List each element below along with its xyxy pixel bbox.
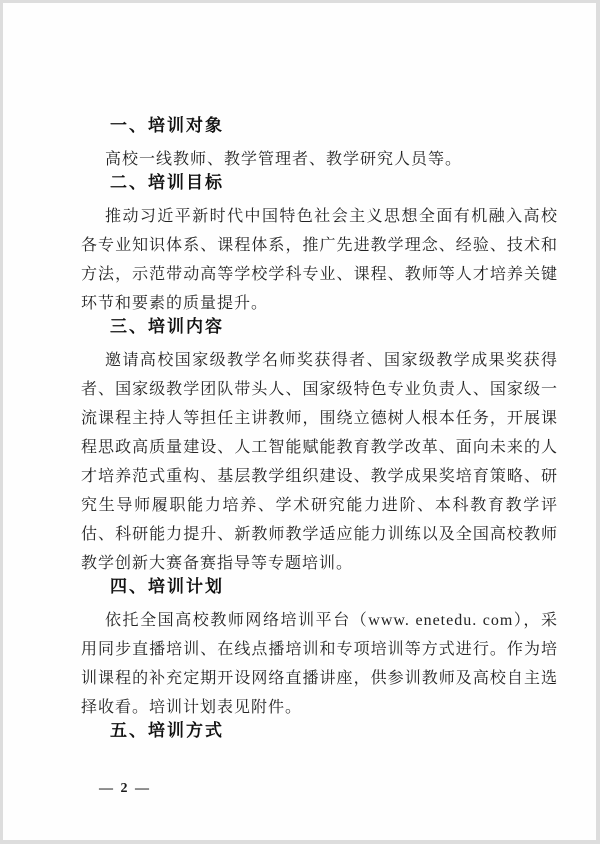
document-content [3, 3, 596, 745]
document-page [3, 3, 596, 840]
section-heading: 二、培训目标 [110, 173, 224, 192]
section-heading: 五、培训方式 [110, 721, 224, 740]
section-body: 依托全国高校教师网络培训平台（www. enetedu. com），采用同步直播培训、在线点播培训和专项培训等方式进行。作为培训课程的补充定期开设网络直播讲座，供参训教师及高校自主选择收看。培训计划表见附件。 [81, 612, 558, 716]
section-training-audience [81, 111, 558, 174]
page-number: — 2 — [99, 781, 151, 796]
section-body: 高校一线教师、教学管理者、教学研究人员等。 [105, 151, 463, 168]
section-training-method [81, 716, 558, 745]
section-heading: 一、培训对象 [110, 116, 224, 135]
section-body: 邀请高校国家级教学名师奖获得者、国家级教学成果奖获得者、国家级教学团队带头人、国家级特色专业负责人、国家级一流课程主持人等担任主讲教师，围绕立德树人根本任务，开展课程思政高质量建设、人工智能赋能教育教学改革、面向未来的人才培养范式重构、基层教学组织建设、教学成果奖培育策略、研究生导师履职能力培养、学术研究能力进阶、本科教育教学评估、科研能力提升、新教师教学适应能力训练以及全国高校教师教学创新大赛备赛指导等专题培训。 [81, 352, 558, 572]
section-body: 推动习近平新时代中国特色社会主义思想全面有机融入高校各专业知识体系、课程体系，推广先进教学理念、经验、技术和方法，示范带动高等学校学科专业、课程、教师等人才培养关键环节和要素的质量提升。 [81, 208, 558, 312]
section-heading: 四、培训计划 [110, 577, 224, 596]
section-training-goals [81, 168, 558, 318]
section-training-plan [81, 572, 558, 722]
section-heading: 三、培训内容 [110, 317, 224, 336]
section-training-content [81, 312, 558, 578]
